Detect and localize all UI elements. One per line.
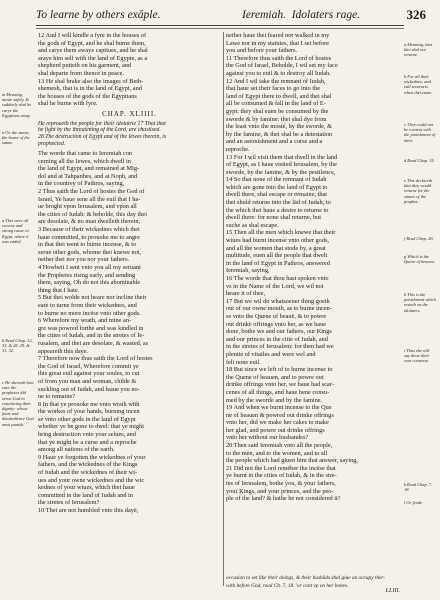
text-line: 11 Therefore thus saith the Lord of hostes: [226, 54, 332, 62]
text-line: the which thei haue a desire to returne to: [226, 206, 329, 214]
text-line: shemesh, that is in the land of Egypt, and: [38, 85, 142, 93]
left-column-top-verses: [38, 32, 221, 108]
text-line: multitude, euen all the people that dwelt: [226, 252, 328, 260]
text-line: gypt: they shal euen be consumed by the: [226, 107, 329, 115]
text-line: nether haue thei feared nor walked in my: [226, 32, 330, 39]
text-line: nether thei nor you nor your fathers.: [38, 256, 130, 264]
text-line: occasion to set like their doings, & their husbāds shal giue an occupy ther-: [226, 575, 386, 581]
text-line: reproche.: [226, 145, 250, 153]
text-line: haue committed, to prouoke me to angre: [38, 233, 140, 241]
text-line: ues and your owne wickednes and the wic: [38, 476, 145, 484]
text-line: and all the women that stode by, a great: [226, 244, 326, 252]
text-line: 18 But since we left of to burne incense to: [226, 366, 333, 374]
text-line: out of our owne mouth, as to burne incen-: [226, 305, 332, 313]
text-line: shal he burne with fyre.: [38, 100, 98, 108]
text-line: 15 Then all the men which knewe that their: [226, 229, 336, 237]
text-line: among all nations of the earth.: [38, 446, 115, 454]
margin-note: c He sheweth how euer the prophetes did serue God in conuincing their dignity: whose faute and disobedience God must punish.: [2, 380, 34, 427]
text-line: 12 And I will kindle a fyre in the houses of: [38, 32, 147, 39]
margin-note: i Thus she will say these their own conuerse.: [404, 348, 430, 364]
header-right-title: Idolaters rage.: [291, 9, 361, 21]
margin-note: a Meaning, that thei shal not returne.: [404, 42, 432, 58]
text-line: with before God, read Ch. 7, 18. 'or cont vp on her bones.: [226, 582, 349, 589]
text-line: suckling out of Iudah, and leaue you no-: [38, 385, 140, 393]
text-line: the land of Egypt, and remained at Mig-: [38, 165, 140, 173]
margin-note: l Or, feede.: [404, 500, 424, 505]
text-line: He reproueth the people for their idolatrie 17 That that: [38, 120, 166, 127]
catchword: LI.III.: [385, 588, 400, 594]
text-line: 14 So that none of the remnant of Iudah: [226, 176, 327, 184]
header-rule: [36, 25, 404, 26]
header-book: Ieremiah.: [242, 9, 286, 21]
column-separator: [223, 32, 224, 586]
text-line: and our princes in the citie of Iudah, and: [226, 335, 328, 343]
text-line: them, saying, Oh do not this abominable: [38, 279, 141, 287]
text-line: your Kings, and your princes, and the peo-: [226, 487, 334, 495]
text-line: cerning all the Iewes, which dwell in: [38, 157, 131, 165]
text-line: wiues had burnt incense vnto other gods,: [226, 237, 330, 245]
text-line: 2 Thus saith the Lord of hostes the God of: [38, 188, 145, 196]
text-line: vnto her, did we make her cakes to make: [226, 419, 329, 427]
text-line: 8 In that ye prouoke me vnto wrath with: [38, 400, 140, 408]
text-line: prophecied.: [38, 141, 66, 148]
text-line: plentie of vitailes and were wel and: [226, 350, 316, 358]
text-line: cenes of all things, and haue bene consu-: [226, 388, 330, 396]
text-line: se vnto other gods in the land of Egypt: [38, 415, 136, 423]
text-line: rusalem, and thei are desolate, & wasted, as: [38, 339, 149, 347]
text-line: 4 Howbeit I sent vnto you all my seruant: [38, 264, 141, 271]
text-line: of Iudah and the wickednes of their wi-: [38, 469, 138, 477]
text-line: shepherd putteth on his garment, and: [38, 62, 132, 70]
text-line: serue other gods, whome thei knewe not,: [38, 248, 142, 256]
text-line: 7 Therefore now thus saith the Lord of hostes: [38, 355, 153, 363]
margin-note: m Meaning, moste safely, & suddenly shal he carye the Egyptians away.: [2, 92, 32, 118]
header-book-and-title: [242, 8, 360, 22]
margin-note: k Read Chap. 7. 18.: [404, 482, 433, 493]
text-line: thing that I hate.: [38, 286, 80, 294]
text-line: thei shuld returne into the lād of Iudah, to: [226, 199, 331, 207]
text-line: The worde that came to Ieremiah con: [38, 150, 133, 158]
text-line: he fight by the threatening of the Lord, are chastised.: [38, 127, 161, 134]
text-line: the Prophetes rising early, and sending: [38, 271, 136, 279]
text-line: you and before your fathers.: [226, 47, 298, 55]
text-line: 3 Because of their wickednes which thei: [38, 226, 140, 234]
text-line: sworde & by famine: thei shal dye from: [226, 115, 327, 123]
right-column: [226, 32, 402, 503]
text-line: out drinke offrings vnto her, as we haue: [226, 320, 327, 328]
text-line: all be consumed & fall in the land of E-: [226, 100, 326, 108]
text-line: of from you man and woman, childe &: [38, 377, 137, 385]
text-line: Israel, Ye haue sene all the euil that I ha-: [38, 195, 141, 203]
margin-note: f Read Chap. 26.: [404, 236, 434, 241]
text-line: the people which had giuen him that answer, saying,: [226, 457, 358, 465]
chapter-heading: CHAP. XLIIII.: [102, 109, 157, 118]
left-margin-notes: [2, 30, 36, 590]
text-line: eare to turne from their wickednes, and: [38, 301, 137, 309]
margin-note: n Or, the sunne, the house of the sunne.: [2, 130, 30, 146]
text-line: 12 And I wil take the remnant of Iudah,: [226, 77, 326, 85]
chapter-summary: [38, 121, 221, 149]
text-line: drinke offrings vnto her, we haue had scar-: [226, 381, 334, 389]
text-line: 13 He shal brake also the images of Beth-: [38, 77, 144, 85]
text-line: ue broght vpon Ierusalem, and vpon all: [38, 203, 137, 211]
text-line: in the land of Egypt in Pathros, answered: [226, 259, 330, 267]
text-line: committed in the land of Iudah and in: [38, 491, 133, 499]
text-line: in the stretes of Ierusalem: for then had we: [226, 343, 334, 351]
text-line: of Egypt, as I haue visited Ierusalem, by the: [226, 161, 337, 169]
text-line: vnto her without our husbandes?: [226, 434, 309, 442]
text-line: tes of Ierusalem, bothe you, & your fathers,: [226, 480, 336, 488]
text-line: appeareth this daye.: [38, 347, 89, 355]
text-line: to burne no more incēse vnto other gods.: [38, 309, 141, 317]
text-line: that haue set their faces to go into the: [226, 85, 321, 93]
text-line: ye burnt in the cities of Iudah, & in the stre-: [226, 472, 337, 480]
text-line: dol and at Tahpanhes, and at Noph, and: [38, 172, 138, 180]
text-line: which are gone into the land of Egypt to: [226, 183, 328, 191]
page-number: 326: [406, 7, 426, 22]
left-column: [38, 32, 221, 515]
text-line: ple of the land? & hathe he not considered it?: [226, 495, 341, 503]
text-line: Lawe nor in my statutes, that I set before: [226, 39, 329, 47]
text-line: the cities of Iudah: & beholde, this day thei: [38, 210, 147, 218]
text-line: se vnto the Quene of heauē, & to powre: [226, 312, 327, 320]
text-line: 28 The destruction of Egypt and of the Iewes therein, is: [38, 134, 167, 141]
left-column-verses: [38, 150, 221, 515]
text-line: done, bothe we and our fathers, our Kings: [226, 328, 332, 336]
text-line: 9 Haue ye forgotten the wickednes of your: [38, 453, 146, 461]
text-line: the houses of the gods of the Egyptians: [38, 92, 137, 100]
text-line: 21 Did not the Lord remēber the incēse that: [226, 464, 336, 472]
margin-note: b For all their wickednes, and euil sentencis when thei came.: [404, 74, 433, 95]
text-line: in that thei went to burne incense, & to: [38, 241, 137, 249]
margin-note: g Which is the Quene of heauen.: [404, 254, 435, 265]
right-column-verses: [226, 32, 402, 503]
text-line: by the famine, & thei shal be a detestation: [226, 130, 333, 138]
text-line: shal departe from thence in peace.: [38, 69, 125, 77]
text-line: in the countrey of Pathros, saying,: [38, 180, 125, 188]
text-line: 17 But we wil do whatsoeuer thing goeth: [226, 297, 330, 305]
text-line: her glad, and powre out drinke offrings: [226, 426, 325, 434]
text-line: 6 Wherefore my wrath, and mine an-: [38, 317, 132, 325]
text-line: gre was powred forthe and was kindled in: [38, 324, 144, 332]
text-line: ne to remaine?: [38, 393, 76, 401]
text-line: the God of Israel, Wherefore commit ye: [38, 362, 139, 370]
footnote: [226, 575, 402, 590]
margin-note: d Read Chap. 15.: [404, 158, 435, 163]
text-line: the cities of Iudah, and in the stretes of Ie-: [38, 332, 145, 340]
text-line: heare it of thee,: [226, 290, 266, 298]
margin-note: c They could not be content with the punishment of their.: [404, 122, 436, 143]
text-line: that ye might be a curse and a reproche: [38, 438, 137, 446]
text-line: whether ye be gone to dwel: that ye might: [38, 423, 144, 431]
text-line: kednes of your wiues, which thei haue: [38, 484, 135, 492]
text-line: this great euil against your soules, to cut: [38, 370, 140, 378]
text-line: the stretes of Ierusalem?: [38, 499, 100, 507]
text-line: dwell there, shal escape or remaine, that: [226, 191, 328, 199]
text-line: and an astonishment and a curse and a: [226, 138, 323, 146]
text-line: 19 And when we burnt incense to the Que: [226, 404, 332, 412]
text-line: 5 But thei wolde not heare nor incline their: [38, 294, 147, 302]
text-line: suche as shal escape.: [226, 221, 279, 229]
text-line: Ieremiah, saying,: [226, 267, 270, 275]
text-line: the Quene of heauen, and to powre out: [226, 373, 324, 381]
text-line: and carye them awaye captiues, and he shal: [38, 47, 148, 55]
text-line: the gods of Egypt, and he shal burne them,: [38, 39, 146, 47]
text-line: the least vnto the moste, by the sworde, &: [226, 123, 332, 131]
text-line: are desolate, & no man dwelleth therein,: [38, 218, 141, 226]
header-left-title: To learne by others exāple.: [36, 9, 161, 21]
text-line: the workes of your hands, burning incen: [38, 408, 140, 416]
margin-note: h This is the punishment which resteth on the idolaters.: [404, 292, 436, 313]
text-line: bring destruction vnto your selues, and: [38, 431, 136, 439]
header-rule-thin: [36, 28, 404, 29]
margin-note: a Thei were all sworne and strong cause in Egypt, where it was ended.: [2, 218, 29, 244]
text-line: to the men, and to the women, and to all: [226, 449, 328, 457]
text-line: 20 Then said Ieremiah vnto all the people,: [226, 442, 333, 450]
text-line: land of Egypt there to dwell, and thei shal: [226, 92, 332, 100]
text-line: vs in the Name of the Lord, we wil not: [226, 282, 324, 290]
running-header: [36, 8, 430, 22]
text-line: dwell there: for none shal returne, but: [226, 214, 321, 222]
text-line: fathers, and the wickednes of the Kings: [38, 461, 138, 469]
margin-note: e This declareth that they would returne for the sinnes of the prophet.: [404, 178, 433, 204]
text-line: felt none euil.: [226, 358, 261, 366]
text-line: the God of Israel, Beholde, I wil set my face: [226, 62, 338, 70]
text-line: araye him self with the land of Egypte, as a: [38, 54, 148, 62]
text-line: ne of heauen & powred out drinke offrings: [226, 411, 334, 419]
margin-note: b Read Chap. 32, 33. & 28. 29. & 31. 32.: [2, 338, 33, 354]
text-line: against you to euil & to destroy all Iudah.: [226, 69, 331, 77]
text-line: sworde, by the famine, & by the pestilence,: [226, 168, 336, 176]
text-line: 16 The worde that thou hast spoken vnto: [226, 275, 329, 282]
text-line: 13 For I wil visit them that dwell in the land: [226, 153, 338, 161]
text-line: 10 Thei are not humbled vnto this dayē,: [38, 507, 139, 514]
right-margin-notes: [402, 30, 438, 590]
text-line: med by the sworde and by the famine.: [226, 396, 323, 404]
